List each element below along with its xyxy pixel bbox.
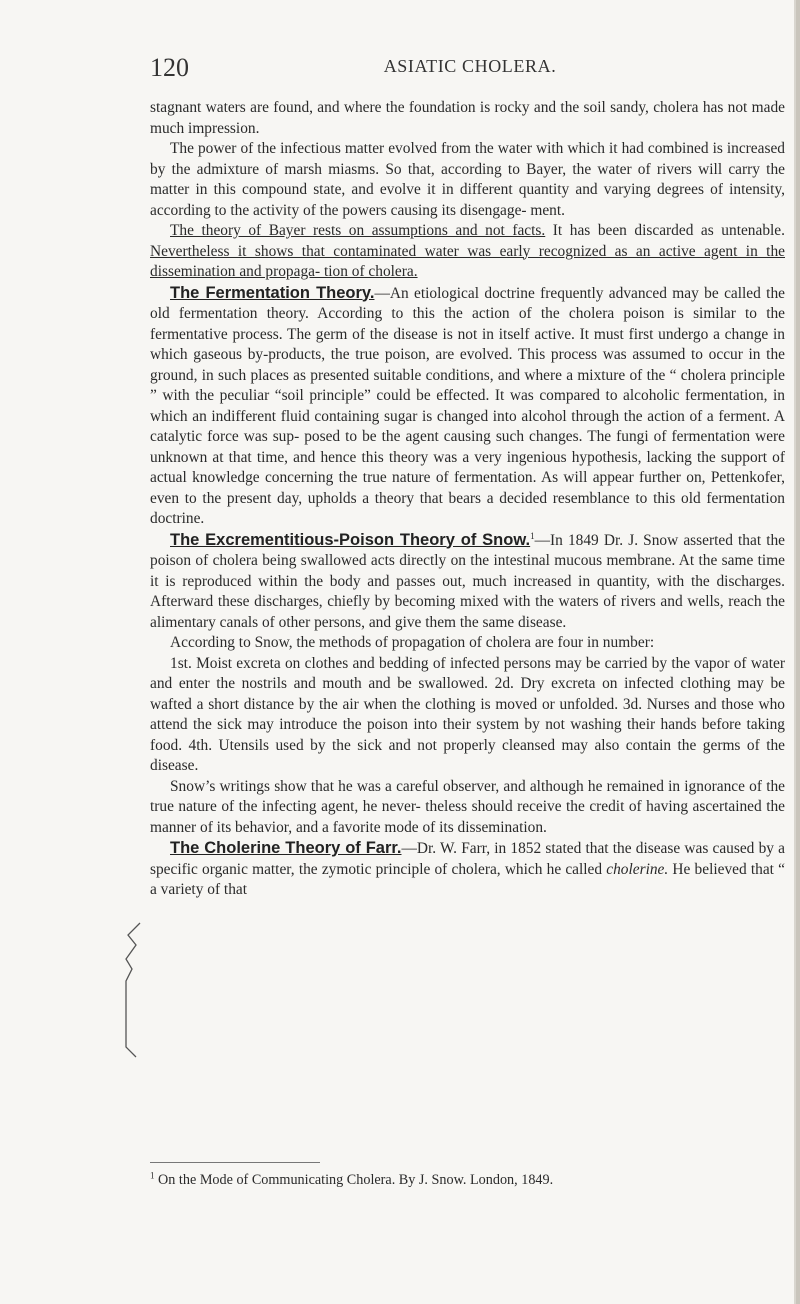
paragraph <box>150 838 785 901</box>
section-heading-snow: The Excrementitious-Poison Theory of Snow. <box>170 530 531 549</box>
paragraph: 1st. Moist excreta on clothes and bedding of infected persons may be carried by the vapor of water and enter the nostrils and mouth and be swallowed. 2d. Dry excreta on infected clothing may be wafted a short distance by the air when the clothing is moved or unfolded. 3d. Nurses and those who attend the sick may introduce the poison into their system by not washing their hands before taking food. 4th. Utensils used by the sick and not properly cleansed may also contain the germs of the disease. <box>150 654 785 774</box>
section-heading-farr: The Cholerine Theory of Farr. <box>170 839 402 857</box>
page-number: 120 <box>150 53 189 82</box>
footnote-rule <box>150 1162 320 1163</box>
paragraph: According to Snow, the methods of propagation of cholera are four in number: <box>170 634 655 651</box>
section-heading-fermentation: The Fermentation Theory. <box>170 283 375 302</box>
text-run: —In 1849 Dr. J. Snow asserted that the poison of cholera being swallowed acts directly on the intestinal mucous membrane. At the same time it is reproduced within the body and passes out, much increased in quantity, with the discharges. Afterward these discharges, chiefly by becoming mixed with the waters of rivers and wells, reach the alimentary canals of other persons, and give them the same disease. <box>150 531 786 631</box>
body-text <box>150 98 785 901</box>
text-run: —Dr. W. Farr, in 1852 stated that the disease was caused by a specific organic matter, the zymotic principle of cholera, which he called <box>150 840 785 878</box>
margin-bracket-icon <box>122 921 146 1061</box>
paragraph <box>150 283 785 530</box>
footnote-text: On the Mode of Communicating Cholera. By J. Snow. London, 1849. <box>154 1172 554 1188</box>
text-run: —An etiological doctrine frequently advanced may be called the old fermentation theory. According to this the action of the cholera poison is similar to the fermentative process. The germ of the disease is not in itself active. It must first undergo a change in which gaseous by-products, the true poison, are evolved. This process was assumed to occur in the ground, in such places as presented suitable conditions, and where a mixture of the “ cholera principle ” with the peculiar “soil principle” could be effected. It was compared to alcoholic fermentation, in which an indifferent fluid containing sugar is changed into alcohol through the action of a ferment. A catalytic force was sup- posed to be the agent causing such changes. The fungi of fermentation were unknown at that time, and hence this theory was a very ingenious hypothesis, lacking the support of actual knowledge concerning the true nature of fermentation. As will appear further on, Pettenkofer, even to the present day, upholds a theory that bears a decided resemblance to this old fermentation doctrine. <box>150 284 785 527</box>
paragraph <box>150 530 785 634</box>
italic-term: cholerine. <box>606 860 669 878</box>
paragraph: Snow’s writings show that he was a careful observer, and although he remained in ignorance of the true nature of the infecting agent, he never- theless should receive the credit of having ascertained the manner of its behavior, and a favorite mode of its dissemination. <box>150 777 785 836</box>
paragraph: stagnant waters are found, and where the foundation is rocky and the soil sandy, cholera has not made much impression. <box>150 99 785 137</box>
paragraph <box>150 221 785 283</box>
footnote-marker: 1 <box>150 1170 155 1181</box>
footnote-reference: 1 <box>530 530 535 541</box>
footnote <box>150 1171 785 1189</box>
text-run: He believed that “ a variety of that <box>150 860 785 898</box>
text-run: It has been discarded as untenable. <box>545 222 785 239</box>
page-edge-shadow <box>788 0 800 1304</box>
page-header <box>150 52 790 84</box>
underlined-text: The theory of Bayer rests on assumptions and not facts. <box>170 222 546 239</box>
underlined-text: Nevertheless it shows that contaminated water was early recognized as an active agent in the dissemination and propaga- tion of cholera. <box>150 242 785 280</box>
running-title: ASIATIC CHOLERA. <box>383 56 557 76</box>
paragraph: The power of the infectious matter evolved from the water with which it had combined is increased by the admixture of marsh miasms. So that, according to Bayer, the water of rivers will carry the matter in this compound state, and evolve it in different quantity and varying degrees of intensity, according to the activity of the powers causing its disengage- ment. <box>150 140 785 219</box>
